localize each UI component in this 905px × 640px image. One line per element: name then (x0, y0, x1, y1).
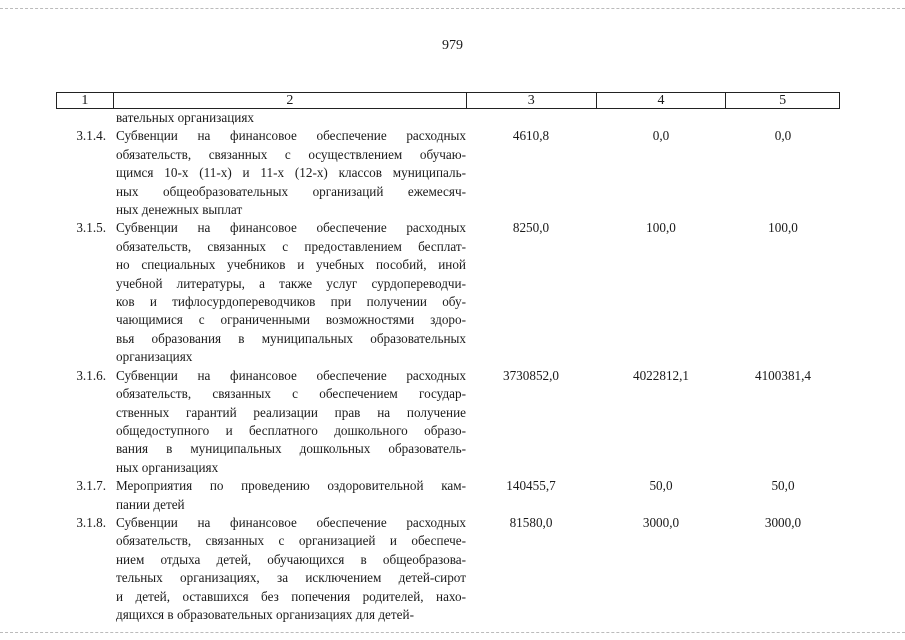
bottom-border-noise (0, 632, 905, 634)
description-line: Мероприятия по проведению оздоровительной кам- (116, 478, 466, 494)
description-line: общедоступного и бесплатного дошкольного образо- (116, 422, 466, 438)
row-number: 3.1.8. (76, 514, 106, 530)
value-col-5: 0,0 (774, 128, 792, 144)
description-line: ных денежных выплат (116, 202, 243, 218)
description-line: Субвенции на финансовое обеспечение расходных (116, 514, 466, 530)
row-number: 3.1.4. (76, 128, 106, 144)
header-col-5: 5 (725, 93, 839, 108)
row-description (112, 219, 466, 366)
value-col-5: 50,0 (771, 478, 795, 494)
description-line: Субвенции на финансовое обеспечение расходных (116, 220, 466, 236)
description-line: щимся 10-х (11-х) и 11-х (12-х) классов муниципаль- (116, 165, 466, 181)
description-line: нием отдыха детей, обучающихся в общеобразова- (116, 551, 466, 567)
value-col-3: 8250,0 (512, 220, 550, 236)
description-line: вья образования в муниципальных образовательных (116, 330, 466, 346)
description-line: ственных гарантий реализации прав на получение (116, 404, 466, 420)
value-col-5: 100,0 (768, 220, 798, 236)
table-row (56, 514, 840, 624)
description-line: ных общеобразовательных организаций ежемесяч- (116, 183, 466, 199)
value-col-4 (596, 109, 726, 127)
value-col-3 (466, 109, 596, 127)
description-line: обязательств, связанных с предоставлением бесплат- (116, 238, 466, 254)
table-row (56, 477, 840, 514)
table-header-row (56, 92, 840, 109)
description-line: чающимися с ограниченными возможностями здоро- (116, 312, 466, 328)
description-line: организациях (116, 349, 193, 365)
description-line: но специальных учебников и учебных пособий, иной (116, 257, 466, 273)
page-number: 979 (442, 38, 463, 53)
value-col-3: 4610,8 (512, 128, 550, 144)
row-number: 3.1.7. (76, 478, 106, 494)
value-col-5: 4100381,4 (754, 367, 812, 383)
description-line: обязательств, связанных с обеспечением государ- (116, 386, 466, 402)
description-line: дящихся в образовательных организациях для детей- (116, 606, 414, 622)
value-col-3: 3730852,0 (502, 367, 560, 383)
description-line: пании детей (116, 496, 185, 512)
header-col-2: 2 (113, 93, 466, 108)
table-row (56, 127, 840, 219)
description-line: Субвенции на финансовое обеспечение расходных (116, 128, 466, 144)
row-description (112, 127, 466, 219)
value-col-3: 81580,0 (509, 514, 553, 530)
description-line: вания в муниципальных дошкольных образователь- (116, 441, 466, 457)
description-line: учебной литературы, а также услуг сурдопереводчи- (116, 275, 466, 291)
value-col-5 (726, 109, 840, 127)
value-col-5: 3000,0 (764, 514, 802, 530)
description-line: тельных организациях, за исключением детей-сирот (116, 570, 466, 586)
description-line: и детей, оставшихся без попечения родителей, нахо- (116, 588, 466, 604)
row-description (112, 514, 466, 624)
table-row (56, 109, 840, 127)
value-col-4: 100,0 (646, 220, 676, 236)
row-description (112, 367, 466, 477)
description-line: ных организациях (116, 459, 219, 475)
value-col-4: 50,0 (649, 478, 673, 494)
value-col-4: 3000,0 (642, 514, 680, 530)
description-line: ков и тифлосурдопереводчиков при получении обу- (116, 294, 466, 310)
description-line: Субвенции на финансовое обеспечение расходных (116, 367, 466, 383)
description-line: обязательств, связанных с осуществлением обучаю- (116, 146, 466, 162)
header-col-4: 4 (596, 93, 726, 108)
table-row (56, 367, 840, 477)
header-col-1: 1 (81, 93, 89, 108)
value-col-4: 4022812,1 (632, 367, 690, 383)
row-description (112, 477, 466, 514)
description-line: обязательств, связанных с организацией и обеспече- (116, 533, 466, 549)
table-body (56, 109, 840, 624)
top-border-noise (0, 8, 905, 10)
value-col-3: 140455,7 (506, 478, 556, 494)
row-number: 3.1.5. (76, 220, 106, 236)
value-col-4: 0,0 (652, 128, 670, 144)
row-number: 3.1.6. (76, 367, 106, 383)
header-col-3: 3 (466, 93, 596, 108)
row-description (112, 109, 466, 127)
table-row (56, 219, 840, 366)
description-line: вательных организациях (116, 110, 254, 125)
